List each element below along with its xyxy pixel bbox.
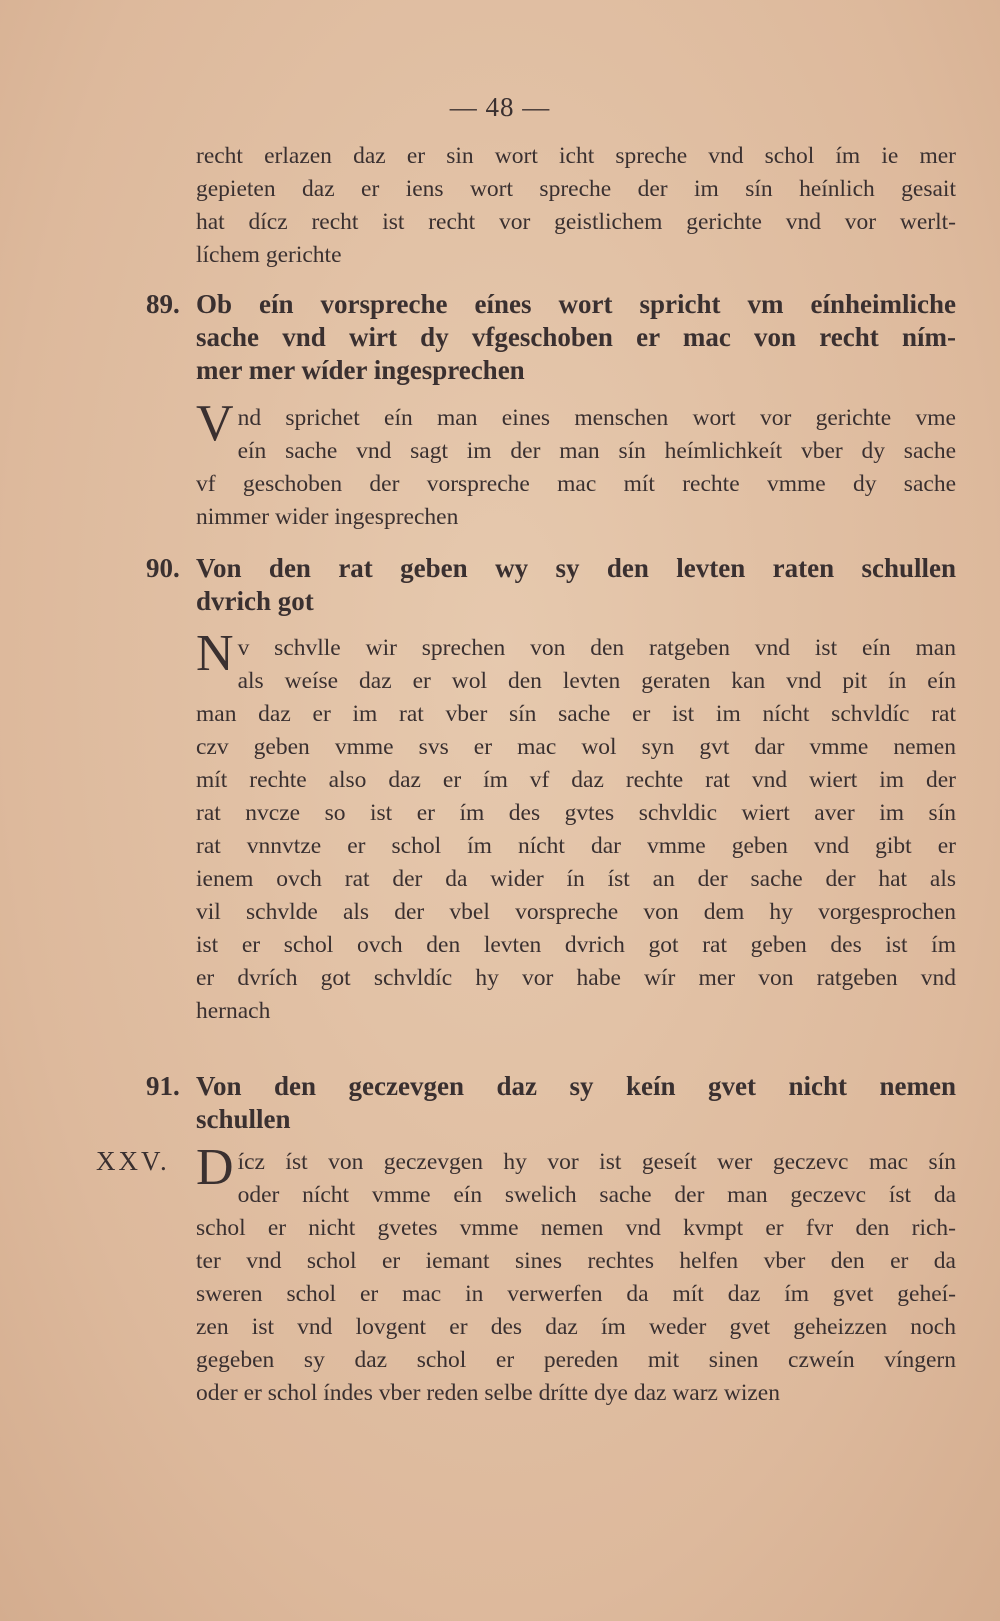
text-line: eín sache vnd sagt im der man sín heímlichkeít vber dy sache — [237, 438, 956, 464]
section-number: 90. — [146, 553, 180, 583]
heading-line: Ob eín vorspreche eínes wort spricht vm eínheimliche — [196, 289, 956, 319]
heading-line: dvrich got — [196, 586, 314, 616]
text-line: oder er schol índes vber reden selbe drítte dye daz warz wizen — [196, 1380, 780, 1406]
text-line: mít rechte also daz er ím vf daz rechte rat vnd wiert im der — [196, 767, 956, 793]
text-line: gegeben sy daz schol er pereden mit sinen czweín víngern — [196, 1347, 956, 1373]
text-line: líchem gerichte — [196, 242, 342, 268]
section-number: 89. — [146, 289, 180, 319]
text-line: ist er schol ovch den levten dvrich got rat geben des ist ím — [196, 932, 956, 958]
text-line: hat dícz recht ist recht vor geistlichem gerichte vnd vor werlt- — [196, 209, 956, 235]
text-line: zen ist vnd lovgent er des daz ím weder gvet geheizzen noch — [196, 1314, 956, 1340]
text-line: hernach — [196, 998, 271, 1024]
text-line: ienem ovch rat der da wider ín íst an der sache der hat als — [196, 866, 956, 892]
paragraph-continuation — [196, 140, 956, 272]
section-heading — [196, 288, 956, 387]
text-line: recht erlazen daz er sin wort icht spreche vnd schol ím ie mer — [196, 143, 956, 169]
text-line: schol er nicht gvetes vmme nemen vnd kvmpt er fvr den rich- — [196, 1215, 956, 1241]
text-line: er dvrích got schvldíc hy vor habe wír mer von ratgeben vnd — [196, 965, 956, 991]
initial-letter: D — [196, 1139, 234, 1196]
text-line: gepieten daz er iens wort spreche der im sín heínlich gesait — [196, 176, 956, 202]
section-body — [196, 395, 956, 534]
page-number: — 48 — — [449, 92, 551, 122]
section-heading — [196, 1070, 956, 1136]
heading-line: Von den geczevgen daz sy keín gvet nicht nemen — [196, 1071, 956, 1101]
section-heading — [196, 552, 956, 618]
heading-line: mer mer wíder ingesprechen — [196, 355, 525, 385]
text-line: ter vnd schol er iemant sines rechtes helfen vber den er da — [196, 1248, 956, 1274]
text-line: oder nícht vmme eín swelich sache der man geczevc íst da — [237, 1182, 956, 1208]
heading-line: schullen — [196, 1104, 291, 1134]
chapter-roman-numeral: XXV. — [96, 1146, 170, 1176]
text-line: sweren schol er mac in verwerfen da mít daz ím gvet geheí- — [196, 1281, 956, 1307]
text-line: nd sprichet eín man eines menschen wort vor gerichte vme — [237, 405, 956, 431]
text-line: man daz er im rat vber sín sache er ist im nícht schvldíc rat — [196, 701, 956, 727]
text-line: als weíse daz er wol den levten geraten kan vnd pit ín eín — [237, 668, 956, 694]
text-line: czv geben vmme svs er mac wol syn gvt dar vmme nemen — [196, 734, 956, 760]
section-body — [196, 625, 956, 1028]
text-line: vf geschoben der vorspreche mac mít rechte vmme dy sache — [196, 471, 956, 497]
text-line: rat nvcze so ist er ím des gvtes schvldic wiert aver im sín — [196, 800, 956, 826]
text-line: ícz íst von geczevgen hy vor ist geseít wer geczevc mac sín — [237, 1149, 956, 1175]
initial-letter: N — [196, 625, 234, 682]
initial-letter: V — [196, 395, 234, 452]
heading-line: Von den rat geben wy sy den levten raten schullen — [196, 553, 956, 583]
section-number: 91. — [146, 1071, 180, 1101]
section-body — [196, 1139, 956, 1410]
heading-line: sache vnd wirt dy vfgeschoben er mac von recht ním- — [196, 322, 956, 352]
text-line: v schvlle wir sprechen von den ratgeben vnd ist eín man — [237, 635, 956, 661]
text-line: rat vnnvtze er schol ím nícht dar vmme geben vnd gibt er — [196, 833, 956, 859]
text-line: vil schvlde als der vbel vorspreche von dem hy vorgesprochen — [196, 899, 956, 925]
text-line: nimmer wider ingesprechen — [196, 504, 459, 530]
